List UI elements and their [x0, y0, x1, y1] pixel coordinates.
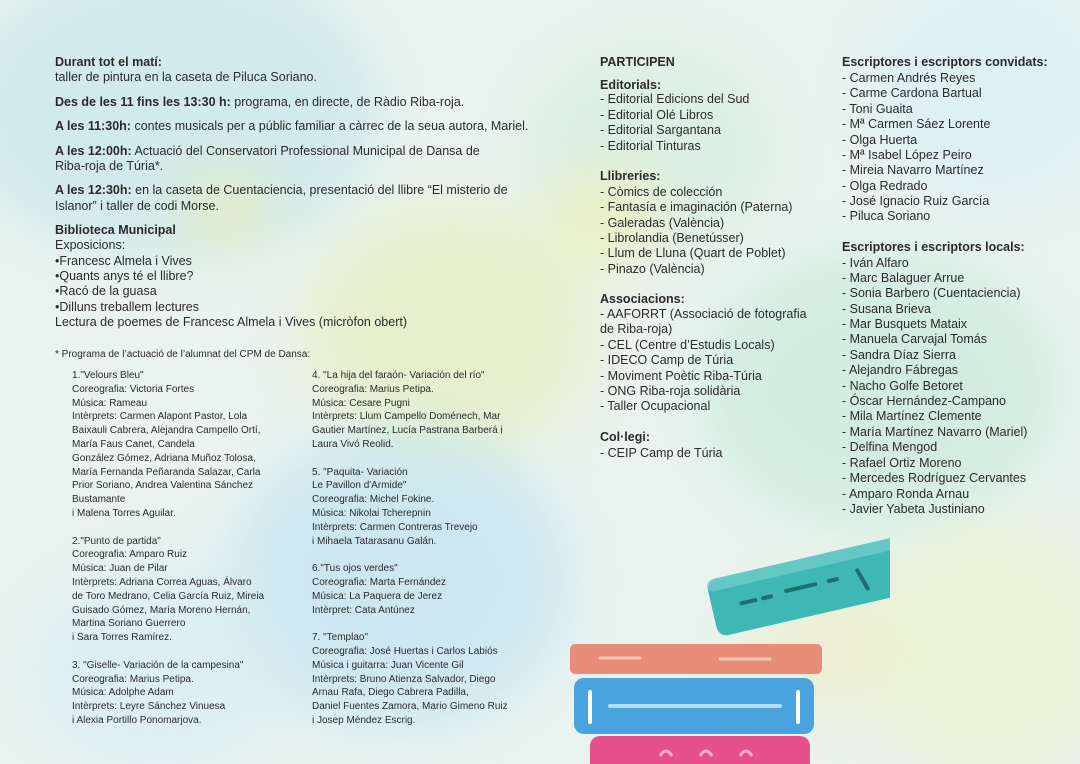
list-item: - María Martínez Navarro (Mariel): [842, 425, 1028, 439]
list-item: - Sandra Díaz Sierra: [842, 348, 956, 362]
dance-line: Intèrprets: Llum Campello Doménech, Mar: [312, 411, 501, 423]
dance-line: 4. "La hija del faraón- Variación del río": [312, 370, 485, 381]
program-line: [55, 284, 157, 298]
section-heading: Escriptores i escriptors locals:: [842, 240, 1025, 254]
list-item: - Pinazo (València): [600, 262, 705, 276]
list-item: - Alejandro Fábregas: [842, 363, 959, 377]
list-item: - Còmics de colección: [600, 185, 723, 199]
dance-line: Música: Cesare Pugni: [312, 397, 410, 409]
dance-line: Arnau Rafa, Diego Cabrera Padilla,: [312, 687, 469, 699]
list-item: - Mireia Navarro Martínez: [842, 163, 984, 177]
list-item: - Amparo Ronda Arnau: [842, 487, 970, 501]
dance-line: i Malena Torres Aguilar.: [72, 508, 176, 519]
program-time-label: Des de les 11 fins les 13:30 h:: [55, 95, 231, 109]
list-item: - ONG Riba-roja solidària: [600, 384, 741, 398]
dance-line: 2."Punto de partida": [72, 535, 161, 547]
section-heading: Escriptores i escriptors convidats:: [842, 55, 1048, 69]
dance-line: Coreografia: Michel Fokine.: [312, 494, 435, 506]
dance-line: Prior Soriano, Andrea Valentina Sánchez: [72, 480, 254, 492]
dance-line: Gautier Martínez, Lucía Pastrana Barberá i: [312, 425, 503, 437]
dance-line: Intèrprets: Leyre Sánchez Vinuesa: [72, 701, 226, 713]
dance-line: Música: Nikolai Tcherepnin: [312, 508, 431, 519]
dance-footnote: * Programa de l’actuació de l’alumnat del CPM de Dansa:: [55, 349, 311, 360]
dance-line: Daniel Fuentes Zamora, Mario Gimeno Ruiz: [312, 701, 508, 713]
dance-line: 1."Velours Bleu": [72, 370, 144, 381]
list-item: de Riba-roja): [600, 322, 673, 336]
dance-line: Coreografia: José Huertas i Carlos Labiós: [312, 646, 498, 657]
program-line: [55, 223, 176, 237]
dance-line: Guisado Gómez, María Moreno Hernán,: [72, 604, 251, 616]
dance-line: Coreografia: Marta Fernández: [312, 577, 446, 588]
program-text: programa, en directe, de Ràdio Riba-roja.: [230, 95, 465, 109]
list-item: - Sonia Barbero (Cuentaciencia): [842, 286, 1021, 300]
list-item: - Fantasía e imaginación (Paterna): [600, 200, 793, 214]
dance-line: 6."Tus ojos verdes": [312, 563, 398, 575]
program-line: [55, 199, 219, 213]
list-item: - Piluca Soriano: [842, 209, 931, 223]
program-line: [55, 238, 125, 252]
list-item: - Toni Guaita: [842, 102, 913, 116]
list-item: - Iván Alfaro: [842, 256, 909, 270]
dance-line: Laura Vivó Reolid.: [312, 439, 394, 450]
dance-line: de Toro Medrano, Celia García Ruiz, Mireia: [72, 590, 265, 602]
list-item: - Mª Carmen Sáez Lorente: [842, 117, 991, 131]
dance-line: i Sara Torres Ramírez.: [72, 632, 172, 644]
program-line: [55, 119, 528, 133]
list-item: - Nacho Golfe Betoret: [842, 379, 963, 393]
list-item: - Mercedes Rodríguez Cervantes: [842, 471, 1027, 485]
list-item: - Rafael Ortiz Moreno: [842, 456, 962, 470]
program-text: contes musicals per a públic familiar a càrrec de la seua autora, Mariel.: [130, 119, 529, 133]
program-line: [55, 254, 192, 268]
program-text: Lectura de poemes de Francesc Almela i Vives (micròfon obert): [55, 315, 408, 329]
dance-line: Música: Adolphe Adam: [72, 687, 174, 699]
program-line: [55, 95, 464, 109]
list-item: - Moviment Poètic Riba-Túria: [600, 369, 762, 383]
dance-line: Música i guitarra: Juan Vicente Gil: [312, 659, 464, 671]
list-item: - Librolandia (Benetússer): [600, 231, 744, 245]
program-time-label: A les 11:30h:: [55, 119, 131, 133]
program-text: Riba-roja de Túria*.: [55, 159, 164, 173]
dance-line: Coreografia: Victoria Fortes: [72, 383, 195, 395]
teal-book: [706, 533, 890, 637]
program-line: [55, 144, 480, 158]
dance-line: Intèrprets: Adriana Correa Aguas, Álvaro: [72, 577, 252, 588]
program-line: [55, 159, 163, 173]
salmon-book: [570, 644, 822, 674]
dance-line: Música: La Paquera de Jerez: [312, 590, 443, 602]
dance-line: i Josep Méndez Escrig.: [312, 715, 416, 726]
dance-line: Coreografia: Amparo Ruiz: [72, 549, 188, 561]
section-heading: PARTICIPEN: [600, 55, 675, 69]
dance-line: Intèrpret: Cata Antúnez: [312, 604, 415, 616]
section-heading: Associacions:: [600, 292, 685, 306]
program-time-label: A les 12:30h:: [55, 183, 132, 197]
dance-line: i Mihaela Tatarasanu Galán.: [312, 535, 437, 547]
dance-line: Baixauli Cabrera, Alejandra Campello Ortí,: [72, 425, 261, 437]
dance-line: Bustamante: [72, 494, 126, 506]
dance-line: María Faus Canet, Candela: [72, 439, 195, 450]
list-item: - Taller Ocupacional: [600, 399, 711, 413]
list-item: - Olga Huerta: [842, 133, 918, 147]
dance-line: 5. "Paquita- Variación: [312, 466, 408, 478]
list-item: - Mª Isabel López Peiro: [842, 148, 972, 162]
list-item: - Marc Balaguer Arrue: [842, 271, 965, 285]
dance-line: Coreografia: Marius Petipa.: [312, 383, 434, 395]
dance-line: Intèrprets: Carmen Alapont Pastor, Lola: [72, 411, 248, 423]
program-text: Islanor” i taller de codi Morse.: [55, 199, 219, 213]
list-item: - José Ignacio Ruiz García: [842, 194, 990, 208]
list-item: - Editorial Olé Libros: [600, 108, 714, 122]
program-line: [55, 183, 508, 197]
program-text: en la caseta de Cuentaciencia, presentació del llibre “El misterio de: [131, 183, 508, 197]
list-item: - Editorial Tinturas: [600, 139, 701, 153]
list-item: - Susana Brieva: [842, 302, 931, 316]
list-item: - Carme Cardona Bartual: [842, 86, 982, 100]
program-text: taller de pintura en la caseta de Piluca Soriano.: [55, 70, 317, 84]
dance-line: Martina Soriano Guerrero: [72, 618, 186, 630]
program-time-label: A les 12:00h:: [55, 144, 132, 158]
list-item: - Editorial Edicions del Sud: [600, 92, 750, 106]
list-item: - Mar Busquets Mataix: [842, 317, 968, 331]
program-text: •Dilluns treballem lectures: [55, 300, 200, 314]
program-text: •Francesc Almela i Vives: [55, 254, 192, 268]
program-line: [55, 300, 199, 314]
dance-line: Música: Rameau: [72, 397, 148, 409]
list-item: - Editorial Sargantana: [600, 123, 721, 137]
list-item: - Olga Redrado: [842, 179, 928, 193]
dance-line: Intèrprets: Bruno Atienza Salvador, Diego: [312, 673, 496, 685]
dance-line: Música: Juan de Pilar: [72, 563, 168, 575]
program-line: [55, 70, 317, 84]
dance-line: Intèrprets: Carmen Contreras Trevejo: [312, 521, 478, 533]
dance-line: González Gómez, Adriana Muñoz Tolosa,: [72, 452, 256, 464]
program-line: [55, 55, 162, 69]
program-line: [55, 315, 407, 329]
section-heading: Llibreries:: [600, 169, 661, 183]
list-item: - Delfina Mengod: [842, 440, 938, 454]
book-stack-illustration: [560, 520, 890, 764]
section-heading: Col·legi:: [600, 430, 650, 444]
program-text: •Quants anys té el llibre?: [55, 269, 194, 283]
list-item: - AAFORRT (Associació de fotografia: [600, 307, 807, 321]
list-item: - Galeradas (València): [600, 216, 725, 230]
list-item: - IDECO Camp de Túria: [600, 353, 734, 367]
dance-line: Coreografia: Marius Petipa.: [72, 673, 194, 685]
list-item: - Carmen Andrés Reyes: [842, 71, 976, 85]
program-text: Actuació del Conservatori Professional Municipal de Dansa de: [131, 144, 480, 158]
blue-book: [574, 678, 814, 734]
section-heading: Editorials:: [600, 78, 662, 92]
dance-line: 7. "Templao": [312, 632, 369, 644]
list-item: - Mila Martínez Clemente: [842, 409, 982, 423]
list-item: - Manuela Carvajal Tomás: [842, 332, 987, 346]
pink-book: [590, 736, 810, 764]
list-item: - Óscar Hernández-Campano: [842, 394, 1006, 408]
list-item: - Javier Yabeta Justiniano: [842, 502, 985, 516]
list-item: - Llum de Lluna (Quart de Poblet): [600, 246, 786, 260]
dance-line: Le Pavillon d'Armide": [312, 480, 407, 492]
dance-line: María Fernanda Peñaranda Salazar, Carla: [72, 466, 261, 478]
list-item: - CEIP Camp de Túria: [600, 446, 723, 460]
dance-line: i Alexia Portillo Ponomarjova.: [72, 715, 202, 726]
program-text: Exposicions:: [55, 238, 126, 252]
program-line: [55, 269, 193, 283]
program-text: •Racó de la guasa: [55, 284, 157, 298]
program-time-label: Biblioteca Municipal: [55, 223, 176, 237]
program-time-label: Durant tot el matí:: [55, 55, 162, 69]
dance-line: 3. "Giselle- Variación de la campesina": [72, 659, 244, 671]
list-item: - CEL (Centre d’Estudis Locals): [600, 338, 775, 352]
